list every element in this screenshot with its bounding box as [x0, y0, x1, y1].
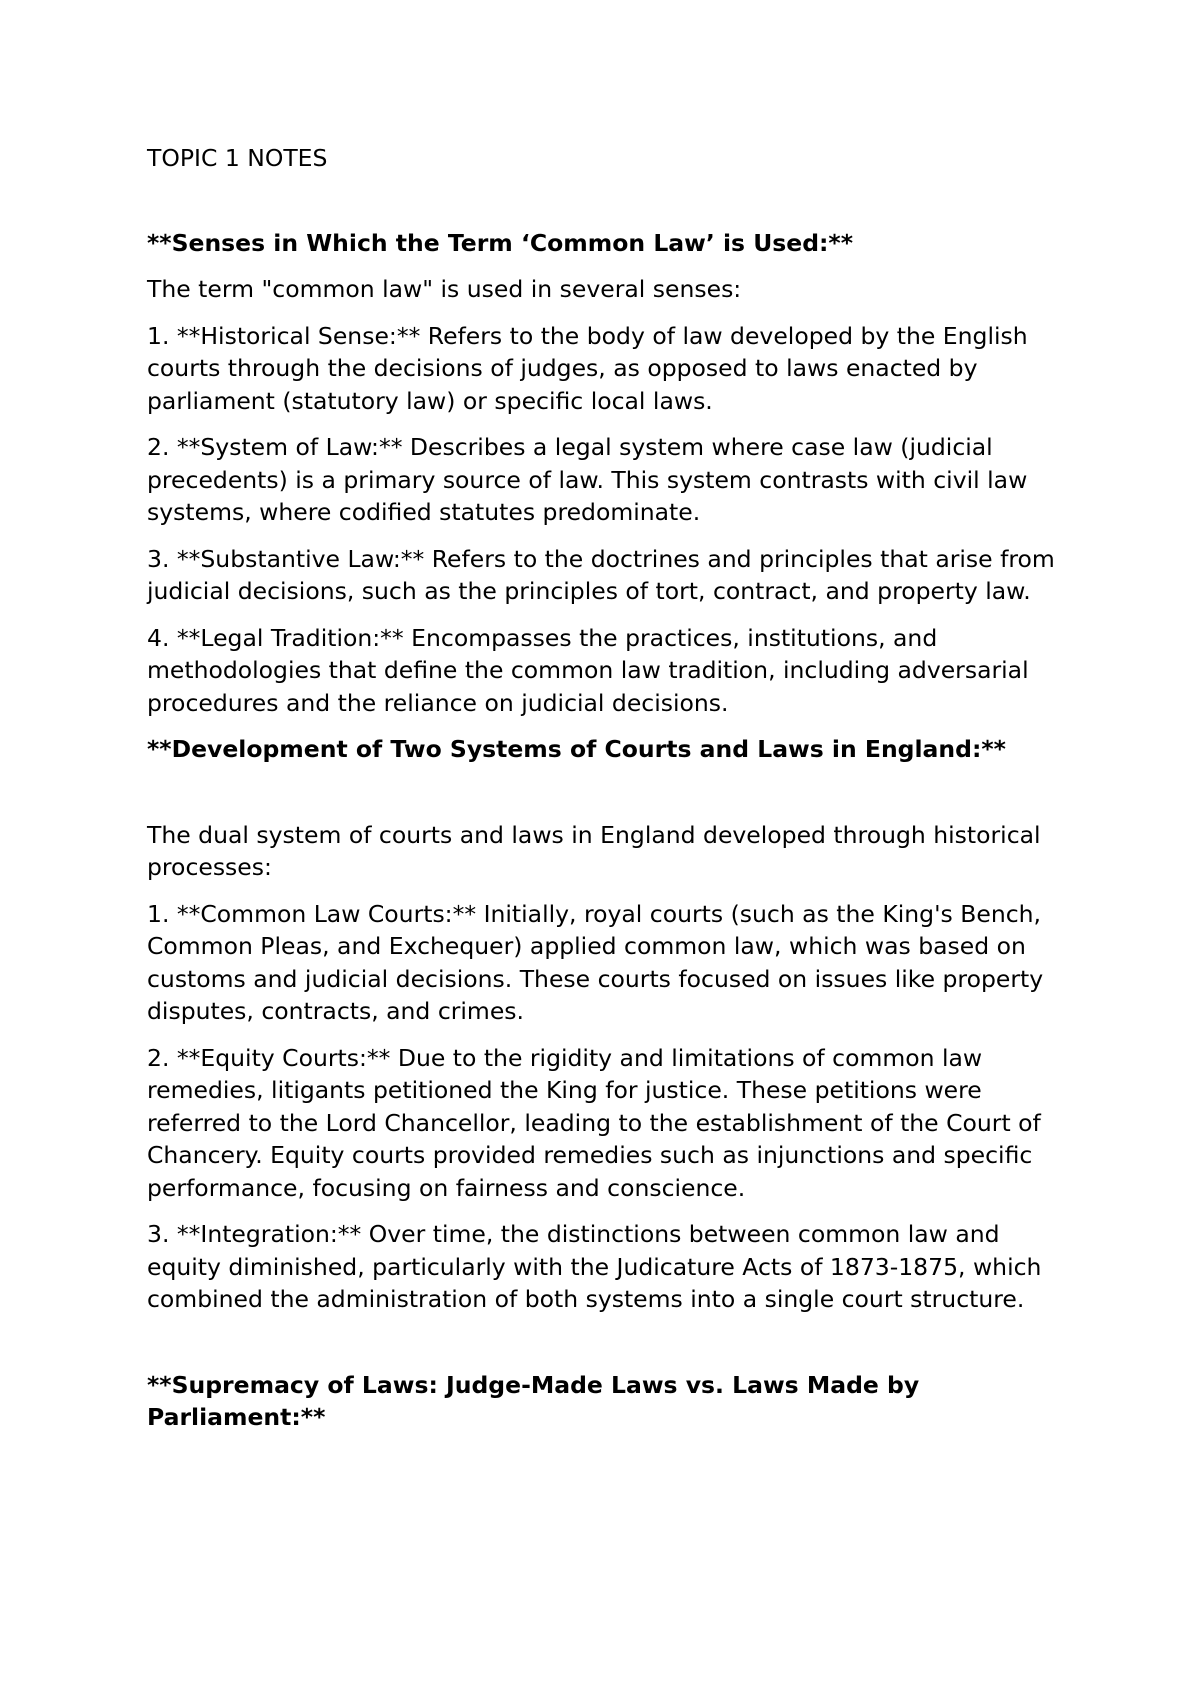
list-item: 1. **Historical Sense:** Refers to the body of law developed by the English courts through the decisions of judges, as opposed to laws enacted by parliament (statutory law) or specific local laws.: [147, 321, 1028, 415]
list-item: 2. **Equity Courts:** Due to the rigidity and limitations of common law remedies, litigants petitioned the King for justice. These petitions were referred to the Lord Chancellor, leading to the establishment of the Court of Chancery. Equity courts provided remedies such as injunctions and specific performance, focusing on fairness and conscience.: [147, 1043, 1041, 1202]
list-item: 1. **Common Law Courts:** Initially, royal courts (such as the King's Bench, Common Pleas, and Exchequer) applied common law, which was based on customs and judicial decisions. These courts focused on issues like property disputes, contracts, and crimes.: [147, 899, 1044, 1025]
section-intro-paragraph: The dual system of courts and laws in England developed through historical processes:: [147, 820, 1041, 881]
list-item: 2. **System of Law:** Describes a legal system where case law (judicial precedents) is a primary source of law. This system contrasts with civil law systems, where codified statutes predominate.: [147, 433, 1028, 526]
list-item: 3. **Integration:** Over time, the distinctions between common law and equity diminished, particularly with the Judicature Acts of 1873-1875, which combined the administration of both systems into a single court structure.: [147, 1220, 1042, 1313]
document-title: TOPIC 1 NOTES: [147, 144, 328, 172]
section-heading-two-systems: **Development of Two Systems of Courts and Laws in England:**: [147, 735, 1006, 763]
document-body: [147, 142, 1067, 1434]
section-heading-common-law-senses: **Senses in Which the Term ‘Common Law’ is Used:**: [147, 228, 853, 257]
section-intro-paragraph: The term "common law" is used in several senses:: [147, 275, 742, 303]
list-item: 4. **Legal Tradition:** Encompasses the practices, institutions, and methodologies that define the common law tradition, including adversarial procedures and the reliance on judicial decisions.: [147, 623, 1029, 717]
list-item: 3. **Substantive Law:** Refers to the doctrines and principles that arise from judicial decisions, such as the principles of tort, contract, and property law.: [147, 544, 1055, 605]
section-heading-supremacy-of-laws: **Supremacy of Laws: Judge-Made Laws vs. Laws Made by Parliament:**: [147, 1370, 920, 1431]
